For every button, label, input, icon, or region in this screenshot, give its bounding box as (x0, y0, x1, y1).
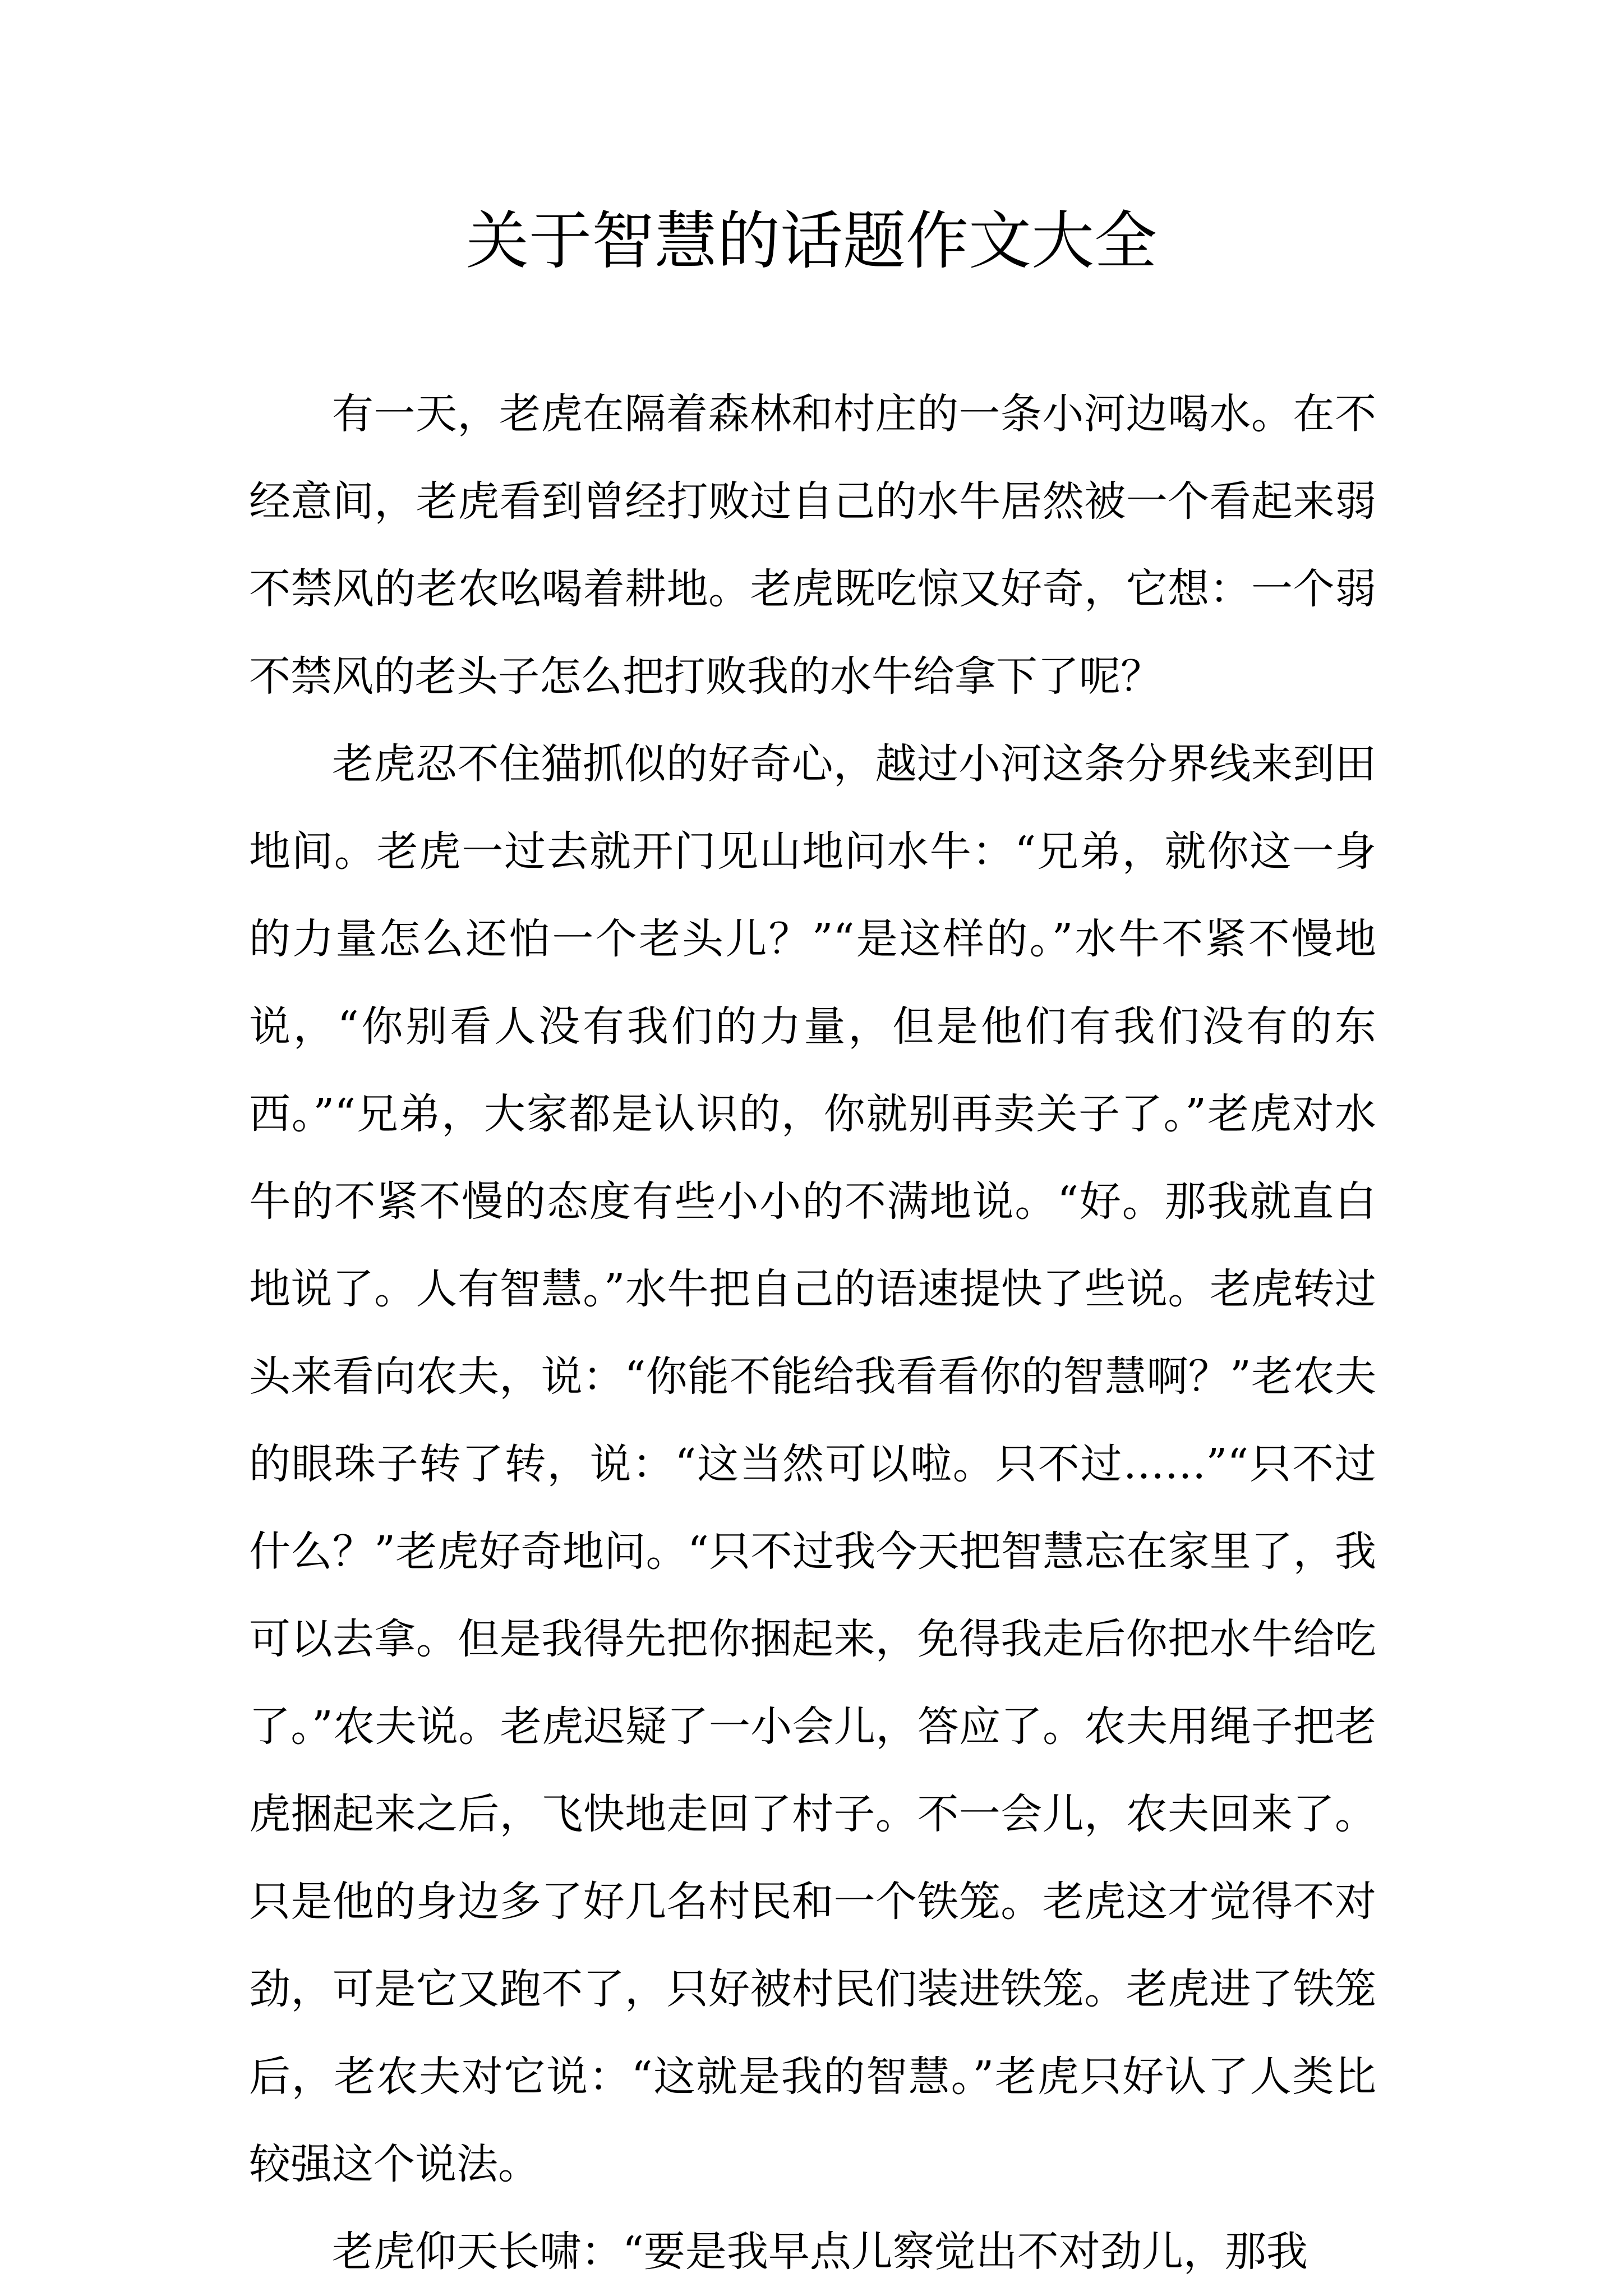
document-title: 关于智慧的话题作文大全 (466, 205, 1157, 278)
paragraph-3: 老虎仰天长啸：“要是我早点儿察觉出不对劲儿，那我 (332, 2228, 1308, 2276)
paragraph-1: 有一天，老虎在隔着森林和村庄的一条小河边喝水。在不经意间，老虎看到曾经打败过自己的水牛居然被一个看起来弱不禁风的老农吆喝着耕地。老虎既吃惊又好奇，它想：一个弱不禁风的老头子怎么把打败我的水牛给拿下了呢？ (249, 390, 1376, 701)
paragraph-2: 老虎忍不住猫抓似的好奇心，越过小河这条分界线来到田地间。老虎一过去就开门见山地问水牛：“兄弟，就你这一身的力量怎么还怕一个老头儿？”“是这样的。”水牛不紧不慢地说，“你别看人没有我们的力量，但是他们有我们没有的东西。”“兄弟，大家都是认识的，你就别再卖关子了。”老虎对水牛的不紧不慢的态度有些小小的不满地说。“好。那我就直白地说了。人有智慧。”水牛把自己的语速提快了些说。老虎转过头来看向农夫，说：“你能不能给我看看你的智慧啊？”老农夫的眼珠子转了转，说：“这当然可以啦。只不过……”“只不过什么？”老虎好奇地问。“只不过我今天把智慧忘在家里了，我可以去拿。但是我得先把你捆起来，免得我走后你把水牛给吃了。”农夫说。老虎迟疑了一小会儿，答应了。农夫用绳子把老虎捆起来之后，飞快地走回了村子。不一会儿，农夫回来了。只是他的身边多了好几名村民和一个铁笼。老虎这才觉得不对劲，可是它又跑不了，只好被村民们装进铁笼。老虎进了铁笼后，老农夫对它说：“这就是我的智慧。”老虎只好认了人类比较强这个说法。 (249, 740, 1376, 2188)
document-body (249, 370, 1376, 2295)
